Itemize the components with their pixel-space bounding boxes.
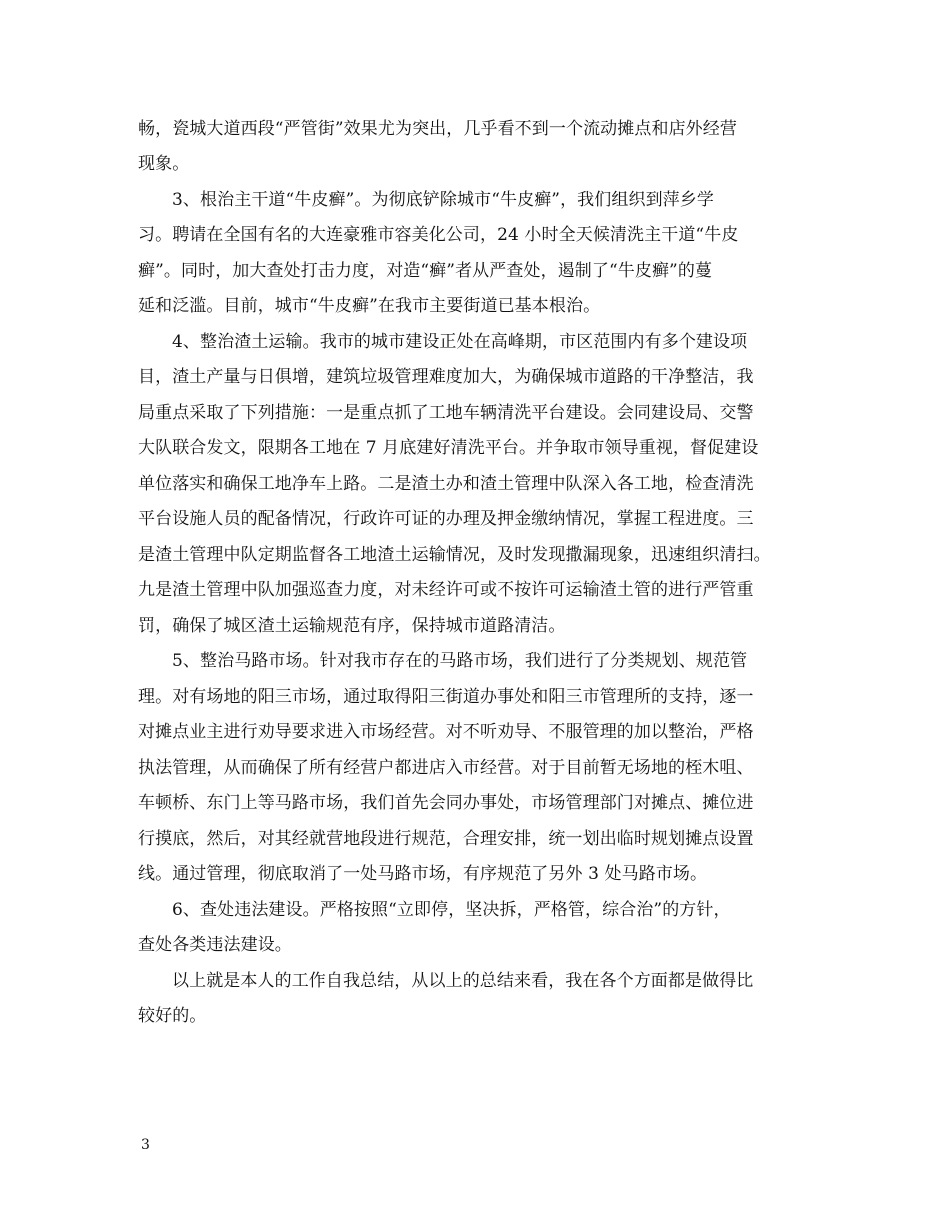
text-line: 行摸底，然后，对其经就营地段进行规范，合理安排，统一划出临时规划摊点设置	[138, 829, 754, 849]
text-line: 习。聘请在全国有名的大连豪雅市容美化公司，24 小时全天候清洗主干道“牛皮	[138, 225, 739, 245]
text-line: 是渣土管理中队定期监督各工地渣土运输情况，及时发现撒漏现象，迅速组织清扫。	[138, 545, 771, 565]
page-number: 3	[141, 1137, 150, 1153]
text-line: 九是渣土管理中队加强巡查力度，对未经许可或不按许可运输渣土管的进行严管重	[138, 580, 754, 600]
text-line: 车顿桥、东门上等马路市场，我们首先会同办事处，市场管理部门对摊点、摊位进	[138, 793, 754, 813]
paragraph-start-line: 3、根治主干道“牛皮癣”。为彻底铲除城市“牛皮癣”，我们组织到萍乡学	[172, 190, 714, 210]
text-line: 畅，瓷城大道西段“严管街”效果尤为突出，几乎看不到一个流动摊点和店外经营	[138, 119, 737, 139]
paragraph-start-line: 以上就是本人的工作自我总结，从以上的总结来看，我在各个方面都是做得比	[172, 971, 754, 991]
text-line: 罚，确保了城区渣土运输规范有序，保持城市道路清洁。	[138, 616, 566, 636]
text-line: 大队联合发文，限期各工地在 7 月底建好清洗平台。并争取市领导重视，督促建设	[138, 438, 759, 458]
paragraph-start-line: 4、整治渣土运输。我市的城市建设正处在高峰期，市区范围内有多个建设项	[172, 332, 748, 352]
paragraph-start-line: 5、整治马路市场。针对我市存在的马路市场，我们进行了分类规划、规范管	[172, 651, 748, 671]
text-line: 查处各类违法建设。	[138, 935, 292, 955]
text-line: 局重点采取了下列措施：一是重点抓了工地车辆清洗平台建设。会同建设局、交警	[138, 403, 754, 423]
text-line: 现象。	[138, 154, 190, 174]
text-line: 对摊点业主进行劝导要求进入市场经营。对不听劝导、不服管理的加以整治，严格	[138, 722, 754, 742]
text-line: 单位落实和确保工地净车上路。二是渣土办和渣土管理中队深入各工地，检查清洗	[138, 474, 754, 494]
text-line: 执法管理，从而确保了所有经营户都进店入市经营。对于目前暂无场地的桎木咀、	[138, 758, 754, 778]
text-line: 癣”。同时，加大查处打击力度，对造“癣”者从严查处，遏制了“牛皮癣”的蔓	[138, 261, 713, 281]
paragraph-start-line: 6、查处违法建设。严格按照“立即停，坚决拆，严格管，综合治”的方针，	[172, 900, 731, 920]
text-line: 较好的。	[138, 1006, 207, 1026]
text-line: 平台设施人员的配备情况，行政许可证的办理及押金缴纳情况，掌握工程进度。三	[138, 509, 754, 529]
text-line: 理。对有场地的阳三市场，通过取得阳三街道办事处和阳三市管理所的支持，逐一	[138, 687, 754, 707]
text-line: 线。通过管理，彻底取消了一处马路市场，有序规范了另外 3 处马路市场。	[138, 864, 708, 884]
text-line: 延和泛滥。目前，城市“牛皮癣”在我市主要街道已基本根治。	[138, 296, 601, 316]
text-line: 目，渣土产量与日俱增，建筑垃圾管理难度加大，为确保城市道路的干净整洁，我	[138, 367, 754, 387]
